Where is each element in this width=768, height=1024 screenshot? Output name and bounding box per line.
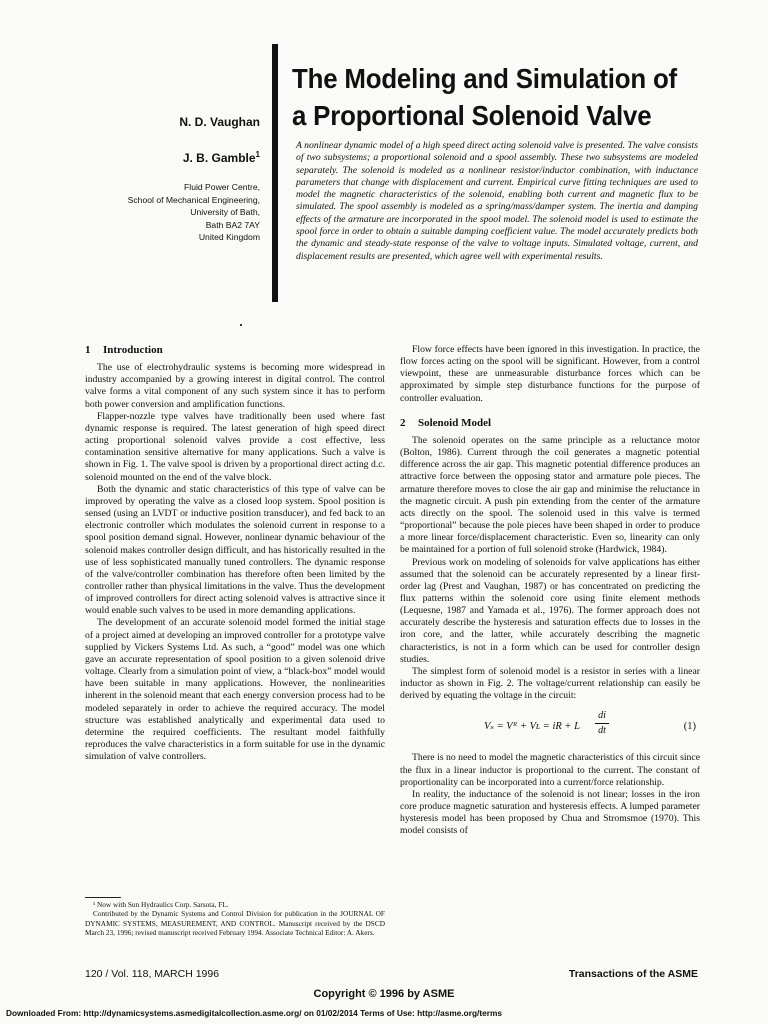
section-heading-solenoid-model [400, 417, 700, 429]
section-title: Solenoid Model [418, 416, 492, 429]
title-line-2: a Proportional Solenoid Valve [292, 100, 652, 131]
download-notice: Downloaded From: http://dynamicsystems.asmedigitalcollection.asme.org/ on 01/02/2014 Terms of Use: http://asme.org/terms [6, 1008, 502, 1018]
equation-lhs: Vₛ = Vᴿ + Vʟ = iR + L [484, 721, 580, 733]
paragraph: Both the dynamic and static characteristics of this type of valve can be improved by operating the valve as a closed loop system. Spool position is sensed (using an LVDT or inductive position transducer), and fed back to an electronic controller which modulates the solenoid current in response to a spool position demand signal. However, nonlinear dynamic behaviour of the solenoid makes controller design difficult, and has historically resulted in the use of less sophisticated manually tuned controllers. The dynamic response of the valve/controller combination has therefore often been limited by the controller rather than physical limitations in the valve. Thus the development of improved controllers for direct acting solenoid valves is attractive since it would enable such valves to be used in more demanding applications. [85, 483, 385, 617]
author-2-name: J. B. Gamble [182, 151, 256, 165]
paragraph: In reality, the inductance of the solenoid is not linear; losses in the iron core produce magnetic saturation and hysteresis effects. A lumped parameter hysteresis model has been proposed by Chua and Stromsmoe (1970). This model consists of [400, 788, 700, 837]
affiliation-line: Fluid Power Centre, [184, 182, 260, 192]
equation-fraction [595, 710, 609, 737]
paragraph: There is no need to model the magnetic characteristics of this circuit since the flux in a linear inductor is proportional to the current. The constant of proportionality can be incorporated into a current/force relationship. [400, 752, 700, 788]
equation-number: (1) [683, 721, 696, 733]
folio-left: 120 / Vol. 118, MARCH 1996 [85, 968, 220, 980]
paragraph: The development of an accurate solenoid model formed the initial stage of a project aimed at developing an improved controller for a prototype valve supplied by Vickers Systems Ltd. As such, a “good” model was one which gave an accurate representation of spool position to a given solenoid drive voltage. Clearly from a simulation point of view, a “black-box” model would have been suitable in many applications. However, the nonlinearities inherent in the solenoid meant that each energy conversion process had to be modeled separately in order to achieve the required accuracy. The model structure was established analytically and experimental data used to determine the required coefficients. The resultant model faithfully reproduces the valve characteristics in a form suitable for use in the dynamic simulation of valve controllers. [85, 617, 385, 763]
footnote: Contributed by the Dynamic Systems and Control Division for publication in the JOURNAL OF DYNAMIC SYSTEMS, MEASUREMENT, AND CONTROL. Manuscript received by the DSCD March 23, 1996; revised manuscript received February 1994. Associate Technical Editor: A. Akers. [85, 909, 385, 938]
equation-1 [400, 708, 700, 748]
section-number: 2 [400, 416, 406, 429]
title-rule [272, 44, 278, 302]
footnotes [85, 900, 385, 938]
affiliation [128, 181, 260, 244]
fraction-bar [595, 723, 609, 724]
paragraph: Flapper-nozzle type valves have traditionally been used where fast dynamic response is required. The latest generation of high speed direct acting proportional solenoid valves provide a cost effective, less contamination sensitive alternative for many applications. Such a valve is shown in Fig. 1. The valve spool is driven by a proportional direct acting d.c. solenoid mounted on the end of the valve block. [85, 410, 385, 483]
section-number: 1 [85, 344, 91, 356]
abstract: A nonlinear dynamic model of a high speed direct acting solenoid valve is presented. The valve consists of two subsystems; a proportional solenoid and a spool assembly. These two subsystems are modeled separately. The solenoid is modeled as a nonlinear resistor/inductor combination, with inductance parameters that change with displacement and current. Empirical curve fitting techniques are used to model the magnetic characteristics of the solenoid, enabling both current and magnetic flux to be simulated. The spool assembly is modeled as a spring/mass/damper system. The inertia and damping effects of the armature are incorporated in the spool model. The solenoid model is used to estimate the spool force in order to obtain a suitable damping coefficient value. The model accurately predicts both the dynamic and steady-state response of the valve to voltage inputs. Simulated voltage, current, and displacement results are presented, which agree well with experimental results. [296, 140, 698, 262]
author-1 [179, 115, 260, 129]
paragraph: The solenoid operates on the same principle as a reluctance motor (Bolton, 1986). Current through the coil generates a magnetic potential difference across the air gap. This magnetic potential difference produces an attractive force between the opposing stator and armature pole pieces. The armature therefore moves to close the air gap and minimise the reluctance in the magnetic circuit. A push pin extending from the center of the armature acts directly on the spool. The solenoid used in this valve is termed “proportional” because the pole pieces have been shaped in order to produce a more linear force/displacement characteristic. Even so, linearity can only be maintained for a portion of full solenoid stroke (Hardwick, 1984). [400, 434, 700, 556]
section-heading-introduction [85, 344, 385, 356]
author-1-name: N. D. Vaughan [179, 115, 260, 129]
author-2 [183, 150, 260, 165]
author-2-footnote-mark: 1 [255, 150, 260, 159]
affiliation-line: United Kingdom [198, 232, 260, 242]
register-mark [240, 324, 242, 326]
fraction-denominator: dt [598, 725, 606, 737]
article-title [292, 60, 696, 134]
affiliation-line: Bath BA2 7AY [205, 219, 260, 230]
affiliation-line: University of Bath, [190, 207, 260, 217]
copyright-line: Copyright © 1996 by ASME [313, 988, 455, 1000]
fraction-numerator: di [598, 710, 606, 722]
paragraph: Previous work on modeling of solenoids for valve applications has either assumed that the solenoid can be accurately represented by a linear first-order lag (Prest and Vaughan, 1987) or has concentrated on predicting the flux patterns within the solenoid core using finite element methods (Lequesne, 1987 and Yamada et al., 1976). The former approach does not accurately describe the hysteresis and saturation effects due to losses in the iron core, and the latter, while accurately describing the magnetic characteristics, is not in a form which can be used for controller design studies. [400, 556, 700, 665]
footnote-rule [85, 897, 121, 898]
left-column [85, 344, 385, 763]
paragraph: The use of electrohydraulic systems is becoming more widespread in industry accompanied by a growing interest in digital control. The control valve forms a vital component of any such system since it has to perform both power conversion and amplification functions. [85, 362, 385, 410]
section-title: Introduction [103, 344, 163, 356]
paragraph: Flow force effects have been ignored in this investigation. In practice, the flow forces acting on the spool will be significant. However, from a control viewpoint, these are unmeasurable disturbance forces which can be approximated by simple step disturbance functions for the purpose of controller evaluation. [400, 344, 700, 404]
journal-name: Transactions of the ASME [568, 968, 698, 980]
footnote: ¹ Now with Sun Hydraulics Corp. Sarsota, FL. [93, 900, 229, 909]
right-column [400, 344, 700, 837]
title-line-1: The Modeling and Simulation of [292, 63, 677, 94]
paragraph: The simplest form of solenoid model is a resistor in series with a linear inductor as shown in Fig. 2. The voltage/current relationship can easily be derived by equating the voltage in the circuit: [400, 665, 700, 702]
affiliation-line: School of Mechanical Engineering, [127, 194, 260, 205]
